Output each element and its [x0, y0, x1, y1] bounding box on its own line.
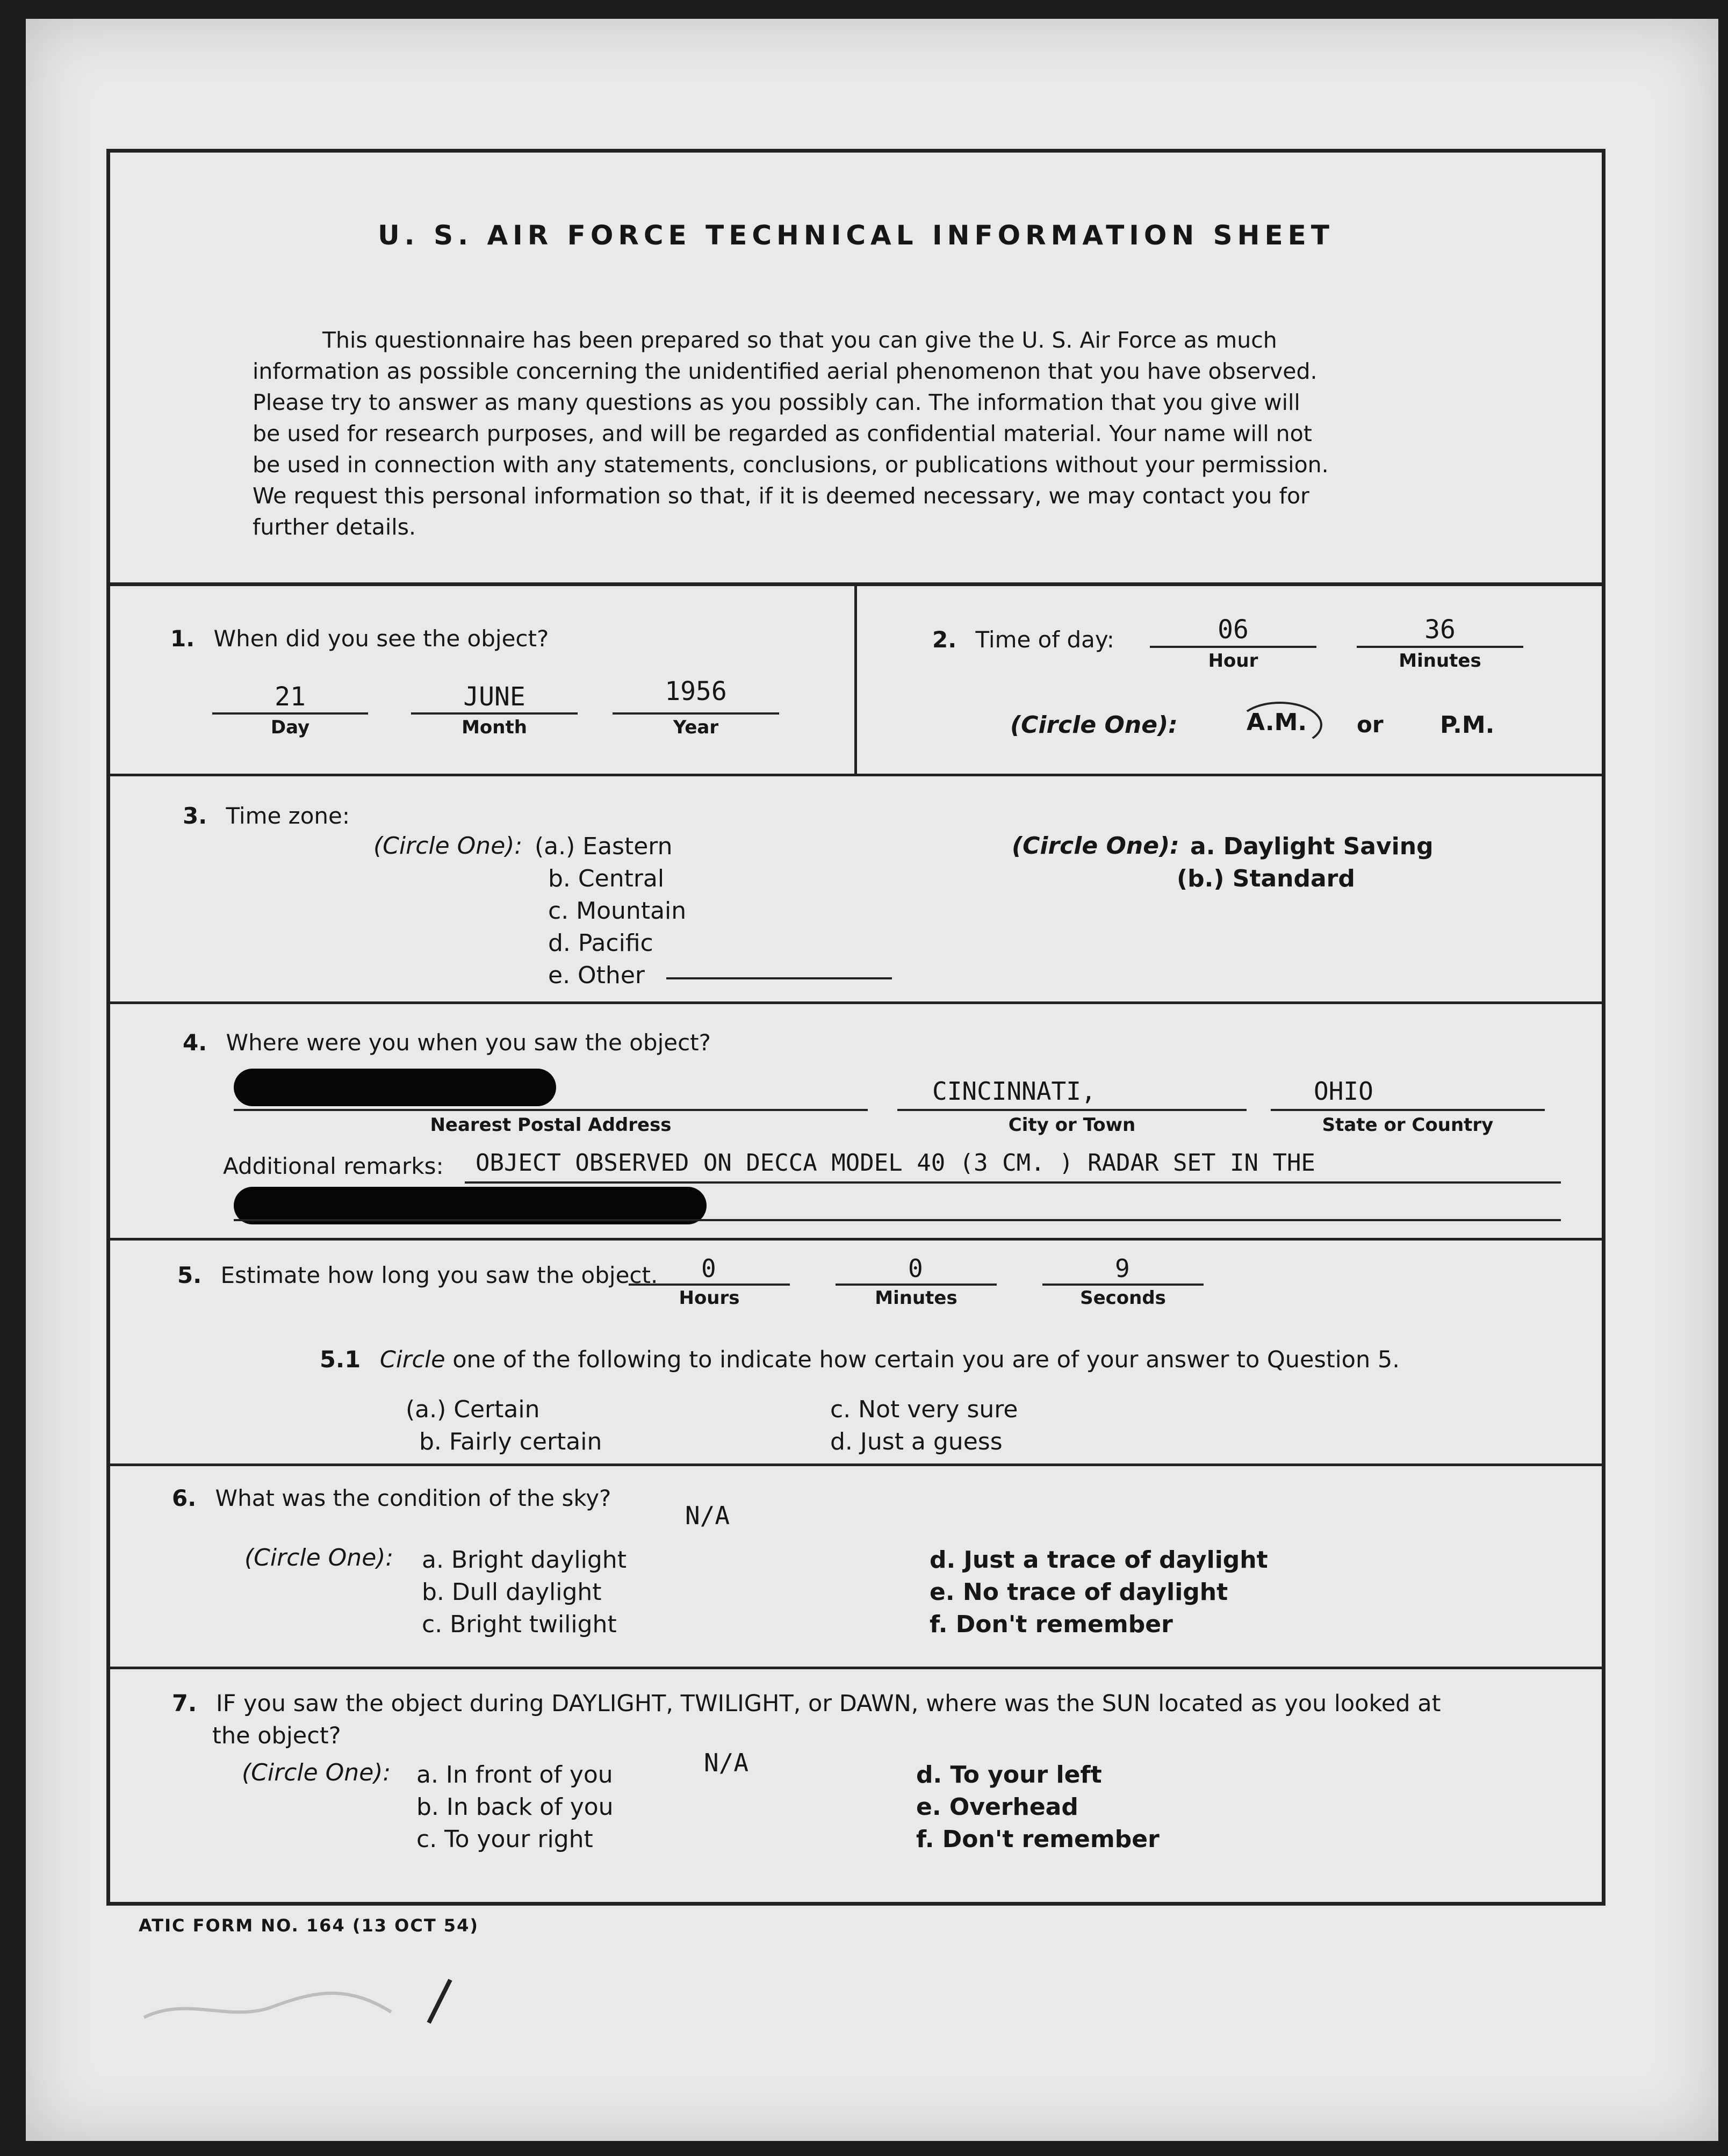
q5-minutes-value: 0	[908, 1254, 923, 1283]
intro-line: Please try to answer as many questions as you possibly can. The information that you give will	[253, 390, 1300, 415]
q7-option-to-left: d. To your left	[916, 1761, 1102, 1789]
q7-question-line1: IF you saw the object during DAYLIGHT, TWILIGHT, or DAWN, where was the SUN located as you looked at	[215, 1690, 1441, 1717]
q7-circle-one: (Circle One):	[242, 1759, 391, 1786]
q7-option-dont-remember: f. Don't remember	[916, 1826, 1160, 1853]
q5-1-options-right	[830, 1394, 1018, 1458]
column-divider	[854, 582, 857, 774]
q2-pm: P.M.	[1440, 711, 1495, 739]
q4-state-line	[1271, 1109, 1545, 1111]
q3-option-central: b. Central	[548, 865, 665, 892]
q4-remarks-line-2	[234, 1219, 1561, 1221]
q7-options-left	[416, 1759, 614, 1856]
form-frame	[106, 149, 1605, 1906]
q4-state-value: OHIO	[1314, 1077, 1373, 1106]
q5-seconds-value: 9	[1115, 1254, 1130, 1283]
q1-year-line	[613, 712, 779, 715]
q7-option-in-front: a. In front of you	[416, 1761, 613, 1789]
q1-month-value: JUNE	[463, 682, 525, 712]
q5-question: Estimate how long you saw the object.	[220, 1262, 658, 1288]
q7-question-line2: the object?	[212, 1722, 341, 1749]
intro-paragraph	[253, 325, 1329, 543]
q7-answer: N/A	[704, 1748, 749, 1777]
q3-option-eastern: (a.) Eastern	[535, 833, 673, 860]
q6-option-dont-remember: f. Don't remember	[930, 1611, 1173, 1638]
section-divider	[110, 1001, 1602, 1004]
q1-month-label: Month	[462, 717, 527, 738]
q5-number: 5.	[177, 1262, 202, 1288]
q5-hours-label: Hours	[679, 1287, 740, 1309]
q5-1-options-left	[406, 1394, 602, 1458]
intro-line: be used in connection with any statements, conclusions, or publications without your permission.	[253, 452, 1329, 478]
q5-hours-value: 0	[701, 1254, 716, 1283]
q3-other-line	[666, 977, 892, 979]
q4-city-label: City or Town	[1008, 1114, 1136, 1136]
q5-seconds-label: Seconds	[1080, 1287, 1166, 1309]
q3-number: 3.	[183, 803, 207, 829]
q2-hour-line	[1150, 646, 1316, 648]
q3-dst-standard: (b.) Standard	[1177, 865, 1355, 892]
q1-day-label: Day	[270, 717, 310, 738]
intro-line: be used for research purposes, and will be regarded as confidential material. Your name will not	[253, 421, 1312, 446]
q7-option-overhead: e. Overhead	[916, 1793, 1078, 1821]
q6-options-right	[930, 1544, 1268, 1641]
q5-1-circle-word: Circle	[379, 1346, 445, 1373]
q6-option-no-trace-of-daylight: e. No trace of daylight	[930, 1578, 1228, 1606]
q3-option-mountain: c. Mountain	[548, 897, 687, 925]
q5-1-option-fairly-certain: b. Fairly certain	[419, 1428, 602, 1455]
q4-label	[183, 1029, 711, 1056]
form-title: U. S. AIR FORCE TECHNICAL INFORMATION SHEET	[378, 220, 1334, 251]
q3-dst-circle-one: (Circle One):	[1012, 832, 1179, 860]
q4-remarks-label: Additional remarks:	[223, 1153, 444, 1179]
q6-answer: N/A	[685, 1501, 730, 1530]
q2-minutes-value: 36	[1424, 615, 1456, 645]
q5-1-option-certain: (a.) Certain	[406, 1396, 540, 1423]
q5-hours-line	[629, 1283, 790, 1286]
q1-month-line	[411, 712, 578, 715]
q2-or: or	[1357, 711, 1384, 738]
q6-number: 6.	[172, 1485, 197, 1511]
q6-label	[172, 1485, 611, 1511]
q4-city-value: CINCINNATI,	[932, 1077, 1096, 1106]
q5-1-option-just-a-guess: d. Just a guess	[830, 1428, 1003, 1455]
section-divider	[110, 1463, 1602, 1466]
q2-label	[932, 626, 1114, 653]
q6-option-dull-daylight: b. Dull daylight	[422, 1578, 602, 1606]
q5-seconds-line	[1042, 1283, 1204, 1286]
q2-hour-label: Hour	[1208, 650, 1258, 672]
paper-sheet	[26, 19, 1718, 2141]
q2-hour-value: 06	[1218, 615, 1249, 645]
intro-line: further details.	[253, 514, 416, 540]
q6-options-left	[422, 1544, 627, 1641]
q5-minutes-label: Minutes	[875, 1287, 957, 1309]
q1-day-line	[212, 712, 368, 715]
q7-number: 7.	[172, 1690, 197, 1717]
q6-option-trace-of-daylight: d. Just a trace of daylight	[930, 1546, 1268, 1574]
q3-option-pacific: d. Pacific	[548, 929, 653, 957]
q1-year-label: Year	[673, 717, 719, 738]
q6-circle-one: (Circle One):	[244, 1544, 394, 1571]
q7-option-in-back: b. In back of you	[416, 1793, 614, 1821]
q3-options	[535, 831, 686, 992]
q5-minutes-line	[836, 1283, 997, 1286]
q5-1-number: 5.1	[320, 1346, 361, 1373]
q2-question: Time of day:	[975, 626, 1114, 653]
q1-year-value: 1956	[665, 676, 727, 706]
q6-option-bright-daylight: a. Bright daylight	[422, 1546, 627, 1574]
q2-am: A.M.	[1247, 709, 1307, 736]
q2-number: 2.	[932, 626, 957, 653]
q3-question: Time zone:	[226, 803, 350, 829]
q7-options-right	[916, 1759, 1160, 1856]
q4-address-label: Nearest Postal Address	[430, 1114, 672, 1136]
q3-option-other: e. Other	[548, 962, 645, 989]
q3-dst-options	[1177, 831, 1434, 895]
q4-city-line	[897, 1109, 1247, 1111]
q5-1-question	[320, 1346, 1400, 1373]
q4-address-line	[234, 1109, 868, 1111]
q6-question: What was the condition of the sky?	[215, 1485, 611, 1511]
q1-number: 1.	[170, 625, 195, 652]
q4-remarks-line	[465, 1181, 1561, 1184]
intro-line: information as possible concerning the unidentified aerial phenomenon that you have observed.	[253, 358, 1317, 384]
q4-remarks-value: OBJECT OBSERVED ON DECCA MODEL 40 (3 CM. ) RADAR SET IN THE	[476, 1149, 1315, 1177]
section-divider	[110, 1667, 1602, 1669]
q3-label	[183, 803, 350, 829]
pencil-scribble	[123, 1953, 499, 2060]
q2-minutes-line	[1357, 646, 1523, 648]
form-footer: ATIC FORM NO. 164 (13 OCT 54)	[139, 1915, 479, 1936]
intro-line: This questionnaire has been prepared so that you can give the U. S. Air Force as much	[322, 327, 1277, 353]
q5-label	[177, 1262, 658, 1288]
q6-option-bright-twilight: c. Bright twilight	[422, 1611, 617, 1638]
q1-label	[170, 625, 549, 652]
q2-minutes-label: Minutes	[1399, 650, 1481, 672]
q3-dst-daylight-saving: a. Daylight Saving	[1190, 833, 1434, 860]
q7-option-to-right: c. To your right	[416, 1826, 593, 1853]
q1-question: When did you see the object?	[213, 625, 549, 652]
q2-am-circle-mark	[1237, 702, 1322, 748]
redacted-address-mark	[234, 1069, 556, 1106]
q4-number: 4.	[183, 1029, 207, 1056]
q1-day-value: 21	[275, 682, 306, 712]
q7-label	[172, 1690, 1441, 1717]
q5-1-option-not-very-sure: c. Not very sure	[830, 1396, 1018, 1423]
q5-1-question-rest: one of the following to indicate how certain you are of your answer to Question 5.	[452, 1346, 1400, 1373]
q3-circle-one: (Circle One):	[373, 832, 523, 860]
intro-line: We request this personal information so that, if it is deemed necessary, we may contact you for	[253, 483, 1309, 509]
q4-question: Where were you when you saw the object?	[226, 1029, 711, 1056]
q2-circle-one: (Circle One):	[1010, 711, 1178, 739]
q4-state-label: State or Country	[1322, 1114, 1494, 1136]
section-divider	[110, 774, 1602, 776]
section-divider	[110, 1238, 1602, 1241]
